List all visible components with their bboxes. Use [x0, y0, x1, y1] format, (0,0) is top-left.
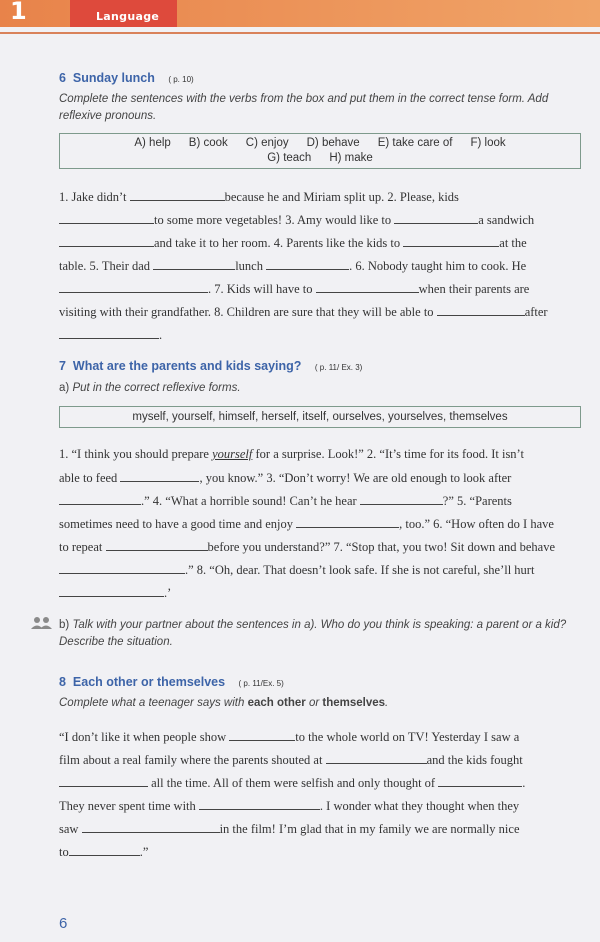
sentence-text: .’ [164, 586, 172, 600]
sentence-text: , too.” 6. “How often do I have [399, 517, 554, 531]
ex7b-instruction [59, 617, 574, 651]
sentence-line [59, 585, 171, 601]
sentence-text: all the time. All of them were selfish and only thought of [148, 776, 439, 790]
sentence-line [59, 258, 526, 274]
ex8-ref: ( p. 11/Ex. 5) [238, 679, 284, 688]
part-b-label: b) [59, 619, 70, 631]
ex7-title: What are the parents and kids saying? [72, 359, 302, 373]
term-each-other: each other [247, 697, 306, 709]
word-option: H) make [329, 152, 373, 164]
ex6-number: 6 [59, 71, 66, 85]
ex8-instruction [59, 695, 569, 712]
instruction-text: . [385, 697, 389, 709]
sentence-line [59, 562, 534, 578]
example-answer: yourself [212, 447, 253, 461]
sentence-line [59, 844, 148, 860]
sentence-line [59, 281, 529, 297]
sentence-text: to [59, 845, 69, 859]
answer-blank[interactable] [59, 235, 154, 247]
sentence-line [59, 235, 527, 251]
answer-blank[interactable] [59, 775, 148, 787]
sentence-line [59, 821, 520, 837]
answer-blank[interactable] [326, 752, 427, 764]
answer-blank[interactable] [360, 493, 443, 505]
sentence-text: , you know.” 3. “Don’t worry! We are old enough to look after [199, 471, 512, 485]
sentence-text: .” 4. “What a horrible sound! Can’t he hear [141, 494, 360, 508]
sentence-line [59, 516, 554, 532]
sentence-text: . 7. Kids will have to [208, 282, 316, 296]
pair-work-icon [30, 616, 54, 630]
sentence-text: . [159, 328, 163, 342]
answer-blank[interactable] [59, 585, 164, 597]
sentence-text: . 6. Nobody taught him to cook. He [349, 259, 527, 273]
sentence-line [59, 304, 548, 320]
word-option: B) cook [188, 137, 228, 149]
sentence-text: . [522, 776, 526, 790]
word-option: E) take care of [377, 137, 453, 149]
answer-blank[interactable] [199, 798, 320, 810]
ex6-title: Sunday lunch [72, 71, 155, 85]
sentence-text: film about a real family where the parents shouted at [59, 753, 326, 767]
sentence-text: to some more vegetables! 3. Amy would like to [154, 213, 395, 227]
unit-header-bar [0, 0, 600, 27]
sentence-text: sometimes need to have a good time and enjoy [59, 517, 297, 531]
instruction-text: or [305, 697, 323, 709]
page-number: 6 [59, 915, 68, 932]
unit-number: 1 [10, 0, 27, 25]
answer-blank[interactable] [106, 539, 208, 551]
sentence-line [59, 327, 162, 343]
ex7-word-box: myself, yourself, himself, herself, itself, ourselves, yourselves, themselves [59, 406, 581, 428]
ex7-heading [59, 359, 362, 373]
answer-blank[interactable] [59, 281, 208, 293]
sentence-text: table. 5. Their dad [59, 259, 154, 273]
answer-blank[interactable] [120, 470, 199, 482]
sentence-line [59, 752, 523, 768]
sentence-line [59, 189, 459, 205]
ex7-number: 7 [59, 359, 66, 373]
answer-blank[interactable] [229, 729, 295, 741]
word-option: A) help [134, 137, 171, 149]
header-rule [0, 32, 600, 34]
sentence-text: and take it to her room. 4. Parents like the kids to [154, 236, 404, 250]
sentence-text: visiting with their grandfather. 8. Children are sure that they will be able to [59, 305, 437, 319]
sentence-text: able to feed [59, 471, 121, 485]
sentence-text: ?” 5. “Parents [442, 494, 512, 508]
word-option: G) teach [267, 152, 312, 164]
answer-blank[interactable] [316, 281, 419, 293]
answer-blank[interactable] [59, 562, 185, 574]
word-box-row [60, 151, 580, 165]
word-option: C) enjoy [245, 137, 289, 149]
sentence-line [59, 493, 512, 509]
term-themselves: themselves [322, 697, 386, 709]
sentence-text: for a surprise. Look!” 2. “It’s time for its food. It isn’t [252, 447, 524, 461]
sentence-line [59, 447, 524, 462]
sentence-text: “I don’t like it when people show [59, 730, 230, 744]
answer-blank[interactable] [59, 212, 154, 224]
answer-blank[interactable] [394, 212, 478, 224]
answer-blank[interactable] [130, 189, 225, 201]
answer-blank[interactable] [153, 258, 235, 270]
ex8-heading [59, 675, 284, 689]
sentence-text: because he and Miriam split up. 2. Please, kids [224, 190, 459, 204]
sentence-text: after [524, 305, 548, 319]
sentence-text: to the whole world on TV! Yesterday I saw a [295, 730, 520, 744]
ex6-ref: ( p. 10) [168, 75, 194, 84]
word-option: F) look [470, 137, 506, 149]
sentence-text: before you understand?” 7. “Stop that, you two! Sit down and behave [207, 540, 556, 554]
sentence-text: .” 8. “Oh, dear. That doesn’t look safe. If she is not careful, she’ll hurt [185, 563, 535, 577]
sentence-text: They never spent time with [59, 799, 199, 813]
sentence-text: to repeat [59, 540, 106, 554]
part-a-label: a) [59, 382, 70, 394]
sentence-text: . I wonder what they thought when they [319, 799, 520, 813]
answer-blank[interactable] [59, 327, 159, 339]
ex8-title: Each other or themselves [72, 675, 226, 689]
sentence-line [59, 212, 534, 228]
sentence-line [59, 729, 519, 745]
section-tab-label: Language [96, 10, 160, 23]
ex6-heading [59, 71, 194, 85]
word-option: D) behave [306, 137, 360, 149]
sentence-text: at the [499, 236, 527, 250]
answer-blank[interactable] [437, 304, 525, 316]
section-tab [70, 0, 177, 27]
sentence-line [59, 539, 555, 555]
sentence-text: .” [139, 845, 149, 859]
sentence-text: 1. Jake didn’t [59, 190, 130, 204]
sentence-text: a sandwich [478, 213, 535, 227]
ex6-instruction: Complete the sentences with the verbs from the box and put them in the correct tense form. Add reflexive pronouns. [59, 93, 549, 122]
sentence-line [59, 798, 519, 814]
answer-blank[interactable] [438, 775, 522, 787]
ex7a-instruction [59, 380, 569, 397]
sentence-line [59, 470, 511, 486]
answer-blank[interactable] [296, 516, 399, 528]
sentence-text: saw [59, 822, 82, 836]
answer-blank[interactable] [69, 844, 140, 856]
ex6-word-box [59, 133, 581, 169]
sentence-text: and the kids fought [426, 753, 523, 767]
answer-blank[interactable] [266, 258, 349, 270]
instruction-text: Complete what a teenager says with [59, 697, 248, 709]
sentence-line [59, 775, 525, 791]
part-b-text: Talk with your partner about the sentences in a). Who do you think is speaking: a parent or a kid? Describe the situation. [59, 619, 567, 648]
ex7-ref: ( p. 11/ Ex. 3) [314, 363, 363, 372]
answer-blank[interactable] [82, 821, 220, 833]
answer-blank[interactable] [403, 235, 499, 247]
word-box-row [60, 136, 580, 151]
part-a-text: Put in the correct reflexive forms. [72, 382, 241, 394]
sentence-text: 1. “I think you should prepare [59, 447, 213, 461]
sentence-text: lunch [235, 259, 267, 273]
answer-blank[interactable] [59, 493, 141, 505]
sentence-text: in the film! I’m glad that in my family we are normally nice [219, 822, 520, 836]
sentence-text: when their parents are [418, 282, 530, 296]
ex8-number: 8 [59, 675, 66, 689]
